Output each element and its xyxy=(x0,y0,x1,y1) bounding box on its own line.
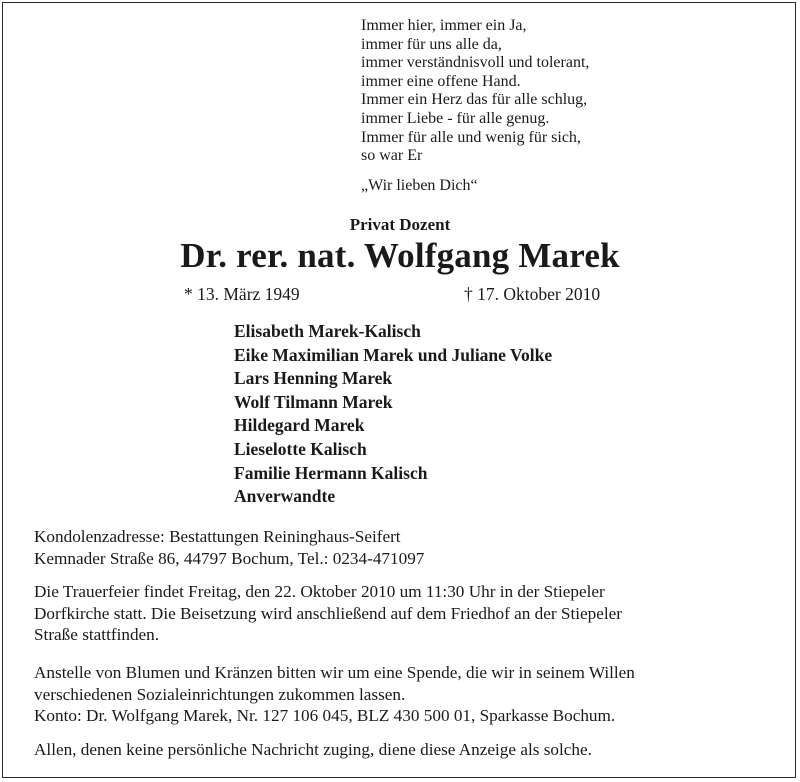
condolence-line: Kondolenzadresse: Bestattungen Reininghaus-Seifert xyxy=(34,527,401,546)
poem-line: immer verständnisvoll und tolerant, xyxy=(361,54,590,72)
deceased-name: Dr. rer. nat. Wolfgang Marek xyxy=(180,236,620,275)
poem-line: immer Liebe - für alle genug. xyxy=(361,109,550,127)
poem-line: Immer ein Herz das für alle schlug, xyxy=(361,91,588,109)
mourner-name: Lars Henning Marek xyxy=(234,368,393,389)
mourners-list xyxy=(234,320,552,509)
birth-date: * 13. März 1949 xyxy=(184,284,300,304)
funeral-info xyxy=(34,581,779,646)
poem-line: immer für uns alle da, xyxy=(361,35,502,53)
mourner-name: Lieselotte Kalisch xyxy=(234,438,367,459)
funeral-line: Die Trauerfeier findet Freitag, den 22. Oktober 2010 um 11:30 Uhr in der Stiepeler xyxy=(34,582,605,601)
donation-line: Anstelle von Blumen und Kränzen bitten wir um eine Spende, die wir in seinem Willen xyxy=(34,663,635,682)
condolence-line: Kemnader Straße 86, 44797 Bochum, Tel.: 0234-471097 xyxy=(34,548,425,568)
death-date: † 17. Oktober 2010 xyxy=(464,284,601,304)
bank-account-line: Konto: Dr. Wolfgang Marek, Nr. 127 106 045, BLZ 430 500 01, Sparkasse Bochum. xyxy=(34,706,616,725)
poem-line: Immer hier, immer ein Ja, xyxy=(361,17,527,34)
academic-title: Privat Dozent xyxy=(349,215,451,234)
funeral-line: Straße stattfinden. xyxy=(34,625,160,644)
closing-note xyxy=(34,739,779,761)
poem-line: so war Er xyxy=(361,147,423,165)
mourner-name: Hildegard Marek xyxy=(234,415,365,436)
poem xyxy=(361,17,589,195)
mourner-name: Familie Hermann Kalisch xyxy=(234,462,428,483)
mourner-name: Wolf Tilmann Marek xyxy=(234,391,393,412)
closing-note-text: Allen, denen keine persönliche Nachricht zuging, diene diese Anzeige als solche. xyxy=(34,740,592,759)
mourner-name: Anverwandte xyxy=(234,486,336,507)
donation-info xyxy=(34,662,779,727)
mourner-name: Eike Maximilian Marek und Juliane Volke xyxy=(234,344,553,365)
donation-line: verschiedenen Sozialeinrichtungen zukommen lassen. xyxy=(34,684,406,704)
condolence-address xyxy=(34,526,779,569)
poem-line: immer eine offene Hand. xyxy=(361,72,521,90)
poem-line: Immer für alle und wenig für sich, xyxy=(361,128,581,146)
mourner-name: Elisabeth Marek-Kalisch xyxy=(234,321,421,341)
funeral-line: Dorfkirche statt. Die Beisetzung wird anschließend auf dem Friedhof an der Stiepeler xyxy=(34,603,623,623)
poem-closing: „Wir lieben Dich“ xyxy=(361,176,478,194)
